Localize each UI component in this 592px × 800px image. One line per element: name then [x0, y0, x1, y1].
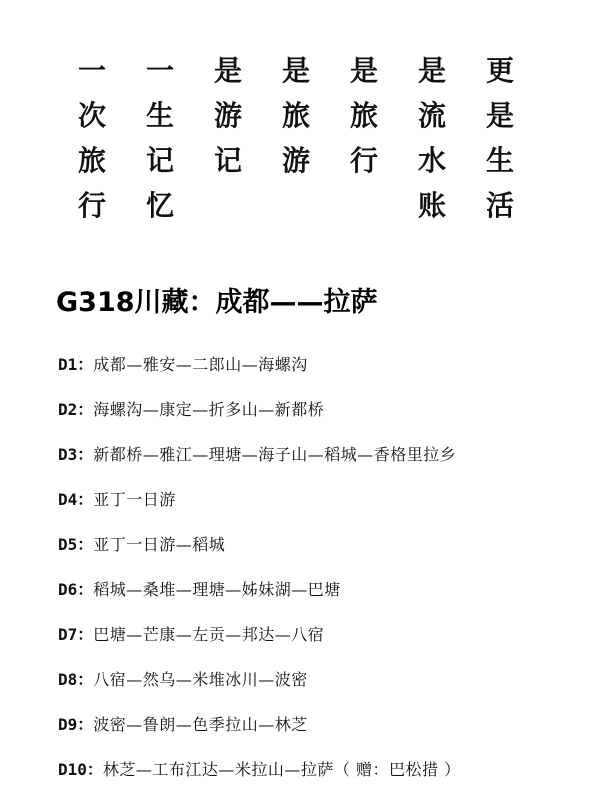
poem-char: 是	[485, 99, 514, 132]
list-item	[58, 755, 461, 785]
poem-char: 一	[145, 54, 174, 87]
day-route: 亚丁一日游	[93, 490, 176, 509]
day-route: 稻城—桑堆—理塘—姊妹湖—巴塘	[93, 580, 341, 599]
day-route: 巴塘—芒康—左贡—邦达—八宿	[93, 625, 325, 644]
day-label: D6：	[58, 580, 94, 599]
day-label: D4：	[58, 490, 94, 509]
poem-char: 是	[417, 54, 446, 87]
poem-char	[344, 183, 384, 228]
day-label: D1：	[58, 355, 94, 374]
poem-char: 忆	[145, 189, 174, 222]
poem-column	[412, 48, 452, 228]
poem-char: 旅	[281, 99, 310, 132]
day-route: 海螺沟—康定—折多山—新都桥	[93, 400, 325, 419]
list-item	[58, 710, 308, 740]
day-label: D7：	[58, 625, 94, 644]
day-route: 成都—雅安—二郎山—海螺沟	[93, 355, 308, 374]
day-label: D10：	[58, 760, 103, 779]
poem-column	[208, 48, 248, 228]
poem-char: 游	[213, 99, 242, 132]
poem-char: 旅	[349, 99, 378, 132]
day-label: D8：	[58, 670, 94, 689]
poem-char: 流	[417, 99, 446, 132]
poem-char	[208, 183, 248, 228]
list-item	[58, 575, 341, 605]
day-route: 新都桥—雅江—理塘—海子山—稻城—香格里拉乡	[93, 445, 457, 464]
list-item	[58, 665, 308, 695]
day-route: 波密—鲁朗—色季拉山—林芝	[93, 715, 308, 734]
list-item	[58, 485, 176, 515]
poem-char	[276, 183, 316, 228]
poem-char: 一	[77, 54, 106, 87]
day-route: 林芝—工布江达—米拉山—拉萨（ 赠：巴松措 ）	[102, 760, 461, 779]
vertical-poem	[72, 48, 532, 228]
day-route: 八宿—然乌—米堆冰川—波密	[93, 670, 308, 689]
poem-char: 记	[145, 144, 174, 177]
day-label: D2：	[58, 400, 94, 419]
poem-column	[72, 48, 112, 228]
day-label: D5：	[58, 535, 94, 554]
list-item	[58, 620, 324, 650]
list-item	[58, 350, 308, 380]
poem-char: 是	[213, 54, 242, 87]
list-item	[58, 530, 225, 560]
poem-char: 旅	[77, 144, 106, 177]
poem-char: 游	[281, 144, 310, 177]
poem-column	[276, 48, 316, 228]
poem-column	[344, 48, 384, 228]
poem-char: 次	[77, 99, 106, 132]
poem-char: 账	[417, 189, 446, 222]
list-item	[58, 395, 324, 425]
poem-char: 行	[77, 189, 106, 222]
day-label: D9：	[58, 715, 94, 734]
poem-char: 生	[485, 144, 514, 177]
route-title: G318川藏：成都——拉萨	[56, 287, 378, 318]
list-item	[58, 440, 456, 470]
poem-char: 记	[213, 144, 242, 177]
poem-column	[480, 48, 520, 228]
day-route: 亚丁一日游—稻城	[93, 535, 226, 554]
poem-char: 行	[349, 144, 378, 177]
poem-char: 生	[145, 99, 174, 132]
day-label: D3：	[58, 445, 94, 464]
poem-char: 是	[349, 54, 378, 87]
poem-char: 活	[485, 189, 514, 222]
poem-column	[140, 48, 180, 228]
poem-char: 水	[417, 144, 446, 177]
poem-char: 更	[485, 54, 514, 87]
poem-char: 是	[281, 54, 310, 87]
